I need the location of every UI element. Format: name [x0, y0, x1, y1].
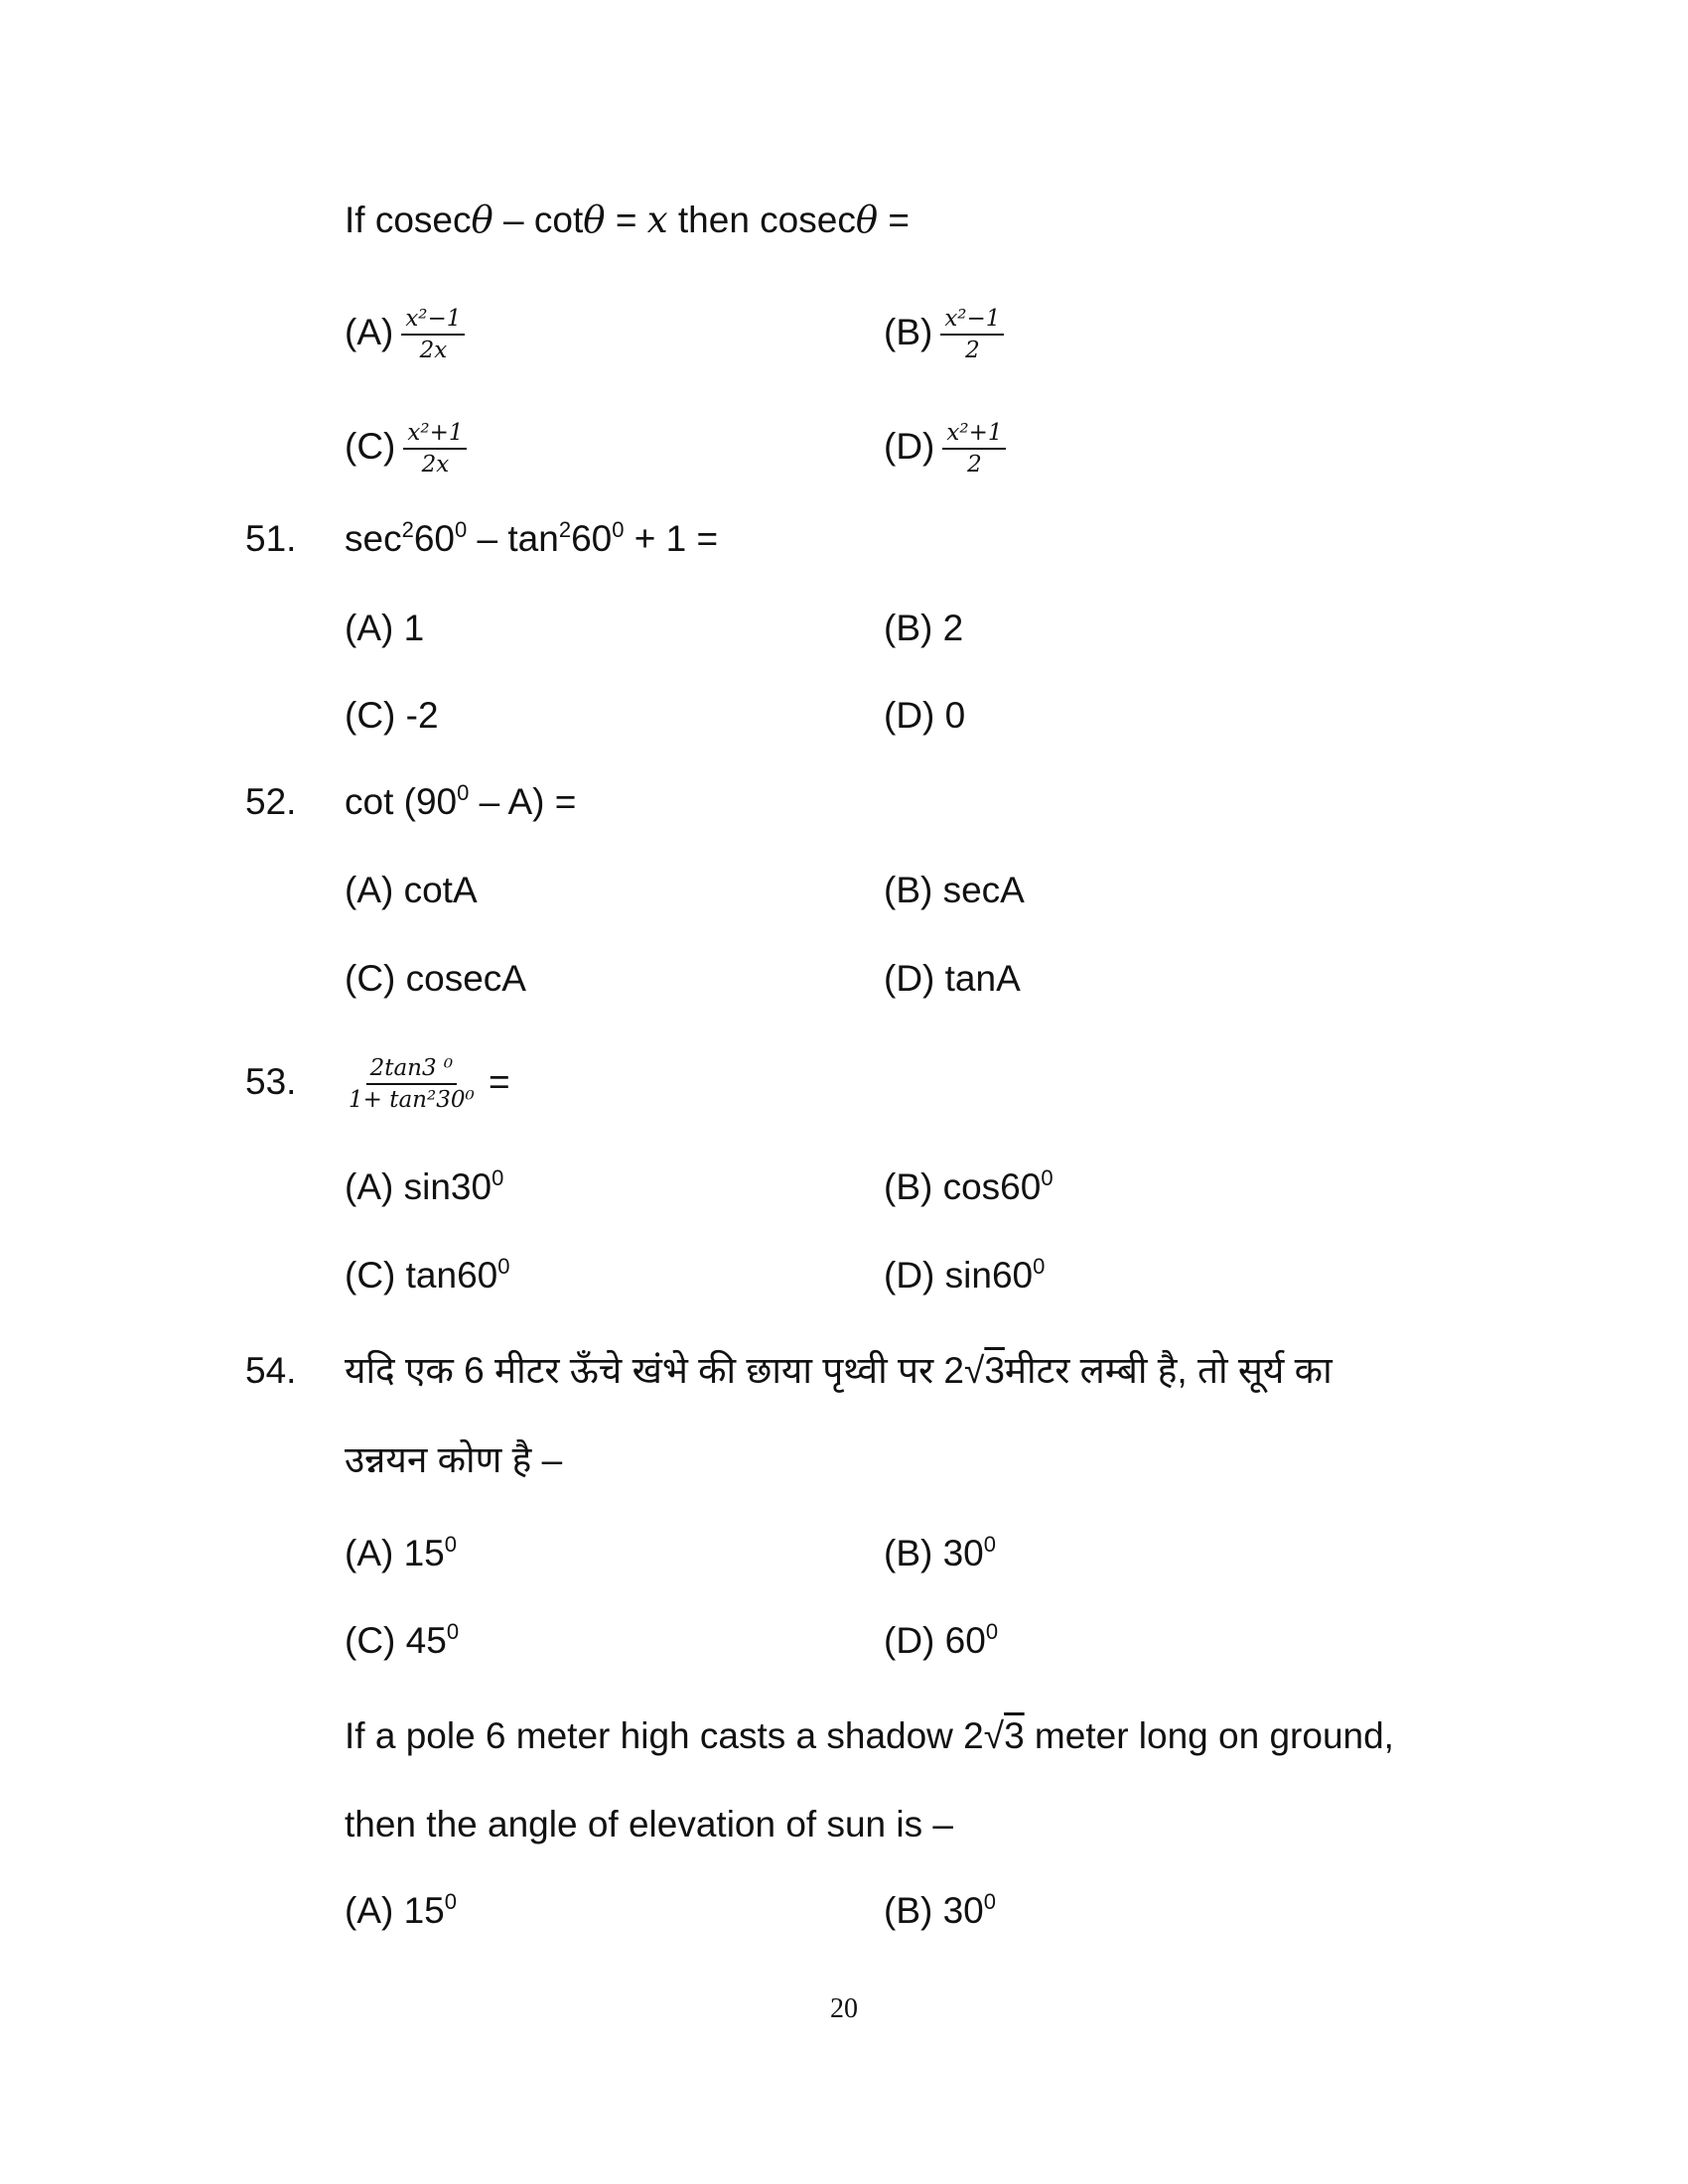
text: (A) 15 — [345, 1533, 445, 1573]
option-50-c — [345, 418, 467, 479]
option-53-d — [884, 1254, 1045, 1297]
sqrt-radicand: 3 — [984, 1350, 1005, 1391]
question-number: 53. — [245, 1061, 297, 1102]
option-51-c: (C) -2 — [345, 695, 439, 736]
numerator: x²−1 — [940, 304, 1004, 336]
option-52-c: (C) cosecA — [345, 958, 526, 999]
denominator: 1+ tan²30⁰ — [349, 1087, 475, 1114]
option-label: (D) — [884, 425, 935, 467]
superscript: 0 — [1033, 1254, 1046, 1279]
denominator: 2x — [419, 338, 448, 363]
superscript: 0 — [612, 517, 625, 542]
text: – A) = — [469, 781, 577, 822]
sqrt-radicand: 3 — [1004, 1715, 1025, 1756]
option-53-a — [345, 1165, 503, 1209]
superscript: 0 — [444, 1889, 458, 1914]
fraction — [403, 418, 467, 479]
fraction — [942, 418, 1006, 479]
option-50-a — [345, 304, 465, 365]
equals: = — [488, 1061, 510, 1102]
text: – tan — [467, 518, 559, 559]
superscript: 0 — [985, 1619, 999, 1644]
theta: θ — [855, 199, 879, 241]
text: (D) 60 — [884, 1620, 986, 1661]
question-54-stem-english-line2: then the angle of elevation of sun is – — [345, 1804, 953, 1844]
text: (A) sin30 — [345, 1166, 492, 1207]
text: – cot — [492, 200, 584, 240]
option-54-en-a — [345, 1889, 457, 1933]
question-50-stem — [345, 199, 910, 242]
text: 60 — [571, 518, 613, 559]
option-51-a: (A) 1 — [345, 608, 425, 648]
superscript: 0 — [983, 1889, 997, 1914]
text: If a pole 6 meter high casts a shadow 2√ — [345, 1715, 1005, 1756]
text: then cosec — [667, 200, 856, 240]
denominator: 2x — [421, 452, 450, 478]
text: If cosec — [345, 200, 472, 240]
text: (B) 30 — [884, 1533, 984, 1573]
text: (B) 30 — [884, 1890, 984, 1931]
option-51-b: (B) 2 — [884, 608, 964, 648]
option-51-d: (D) 0 — [884, 695, 966, 736]
numerator: x²−1 — [401, 304, 465, 336]
superscript: 2 — [558, 517, 572, 542]
numerator: x²+1 — [942, 418, 1006, 450]
question-51-stem — [345, 517, 718, 561]
superscript: 0 — [454, 517, 468, 542]
option-52-a: (A) cotA — [345, 870, 478, 910]
option-50-b — [884, 304, 1004, 365]
option-52-b: (B) secA — [884, 870, 1025, 910]
text: = — [878, 200, 911, 240]
theta: θ — [583, 199, 606, 241]
superscript: 0 — [497, 1254, 510, 1279]
question-52-stem — [345, 780, 576, 824]
option-label: (C) — [345, 425, 396, 467]
text: (B) cos60 — [884, 1166, 1042, 1207]
option-52-d: (D) tanA — [884, 958, 1021, 999]
superscript: 0 — [446, 1619, 460, 1644]
text: यदि एक 6 मीटर ऊँचे खंभे की छाया पृथ्वी पर 2√ — [345, 1350, 985, 1391]
text: meter long on ground, — [1024, 1715, 1394, 1756]
numerator: x²+1 — [403, 418, 467, 450]
numerator: 2tan3 ⁰ — [366, 1053, 458, 1085]
text: मीटर लम्बी है, तो सूर्य का — [1004, 1350, 1333, 1391]
option-54-b — [884, 1532, 996, 1575]
text: (A) 15 — [345, 1890, 445, 1931]
question-54-stem-hindi — [345, 1349, 1477, 1393]
superscript: 0 — [1041, 1165, 1054, 1190]
fraction — [940, 304, 1004, 365]
question-54-stem-hindi-line2: उन्नयन कोण है – — [345, 1439, 563, 1480]
x-var: x — [646, 199, 668, 241]
option-54-c — [345, 1619, 459, 1663]
denominator: 2 — [967, 452, 982, 478]
text: sec — [345, 518, 402, 559]
option-50-d — [884, 418, 1006, 479]
page-number: 20 — [830, 1993, 858, 2024]
fraction — [401, 304, 465, 365]
denominator: 2 — [965, 338, 980, 363]
question-number: 52. — [245, 781, 297, 822]
superscript: 0 — [492, 1165, 504, 1190]
option-53-b — [884, 1165, 1054, 1209]
option-label: (A) — [345, 311, 394, 352]
superscript: 0 — [983, 1532, 997, 1557]
text: cot (90 — [345, 781, 458, 822]
option-54-en-b — [884, 1889, 996, 1933]
text: = — [605, 200, 647, 240]
superscript: 0 — [457, 780, 470, 805]
question-number: 51. — [245, 518, 297, 559]
question-number: 54. — [245, 1350, 297, 1391]
theta: θ — [471, 199, 493, 241]
option-53-c — [345, 1254, 509, 1297]
fraction — [345, 1053, 479, 1115]
text: (C) tan60 — [345, 1255, 498, 1296]
superscript: 2 — [401, 517, 414, 542]
text: 60 — [413, 518, 455, 559]
question-53-stem — [345, 1042, 510, 1122]
text: + 1 = — [624, 518, 719, 559]
text: (D) sin60 — [884, 1255, 1034, 1296]
superscript: 0 — [444, 1532, 458, 1557]
text: (C) 45 — [345, 1620, 447, 1661]
option-54-a — [345, 1532, 457, 1575]
option-label: (B) — [884, 311, 933, 352]
option-54-d — [884, 1619, 998, 1663]
question-54-stem-english — [345, 1714, 1394, 1758]
